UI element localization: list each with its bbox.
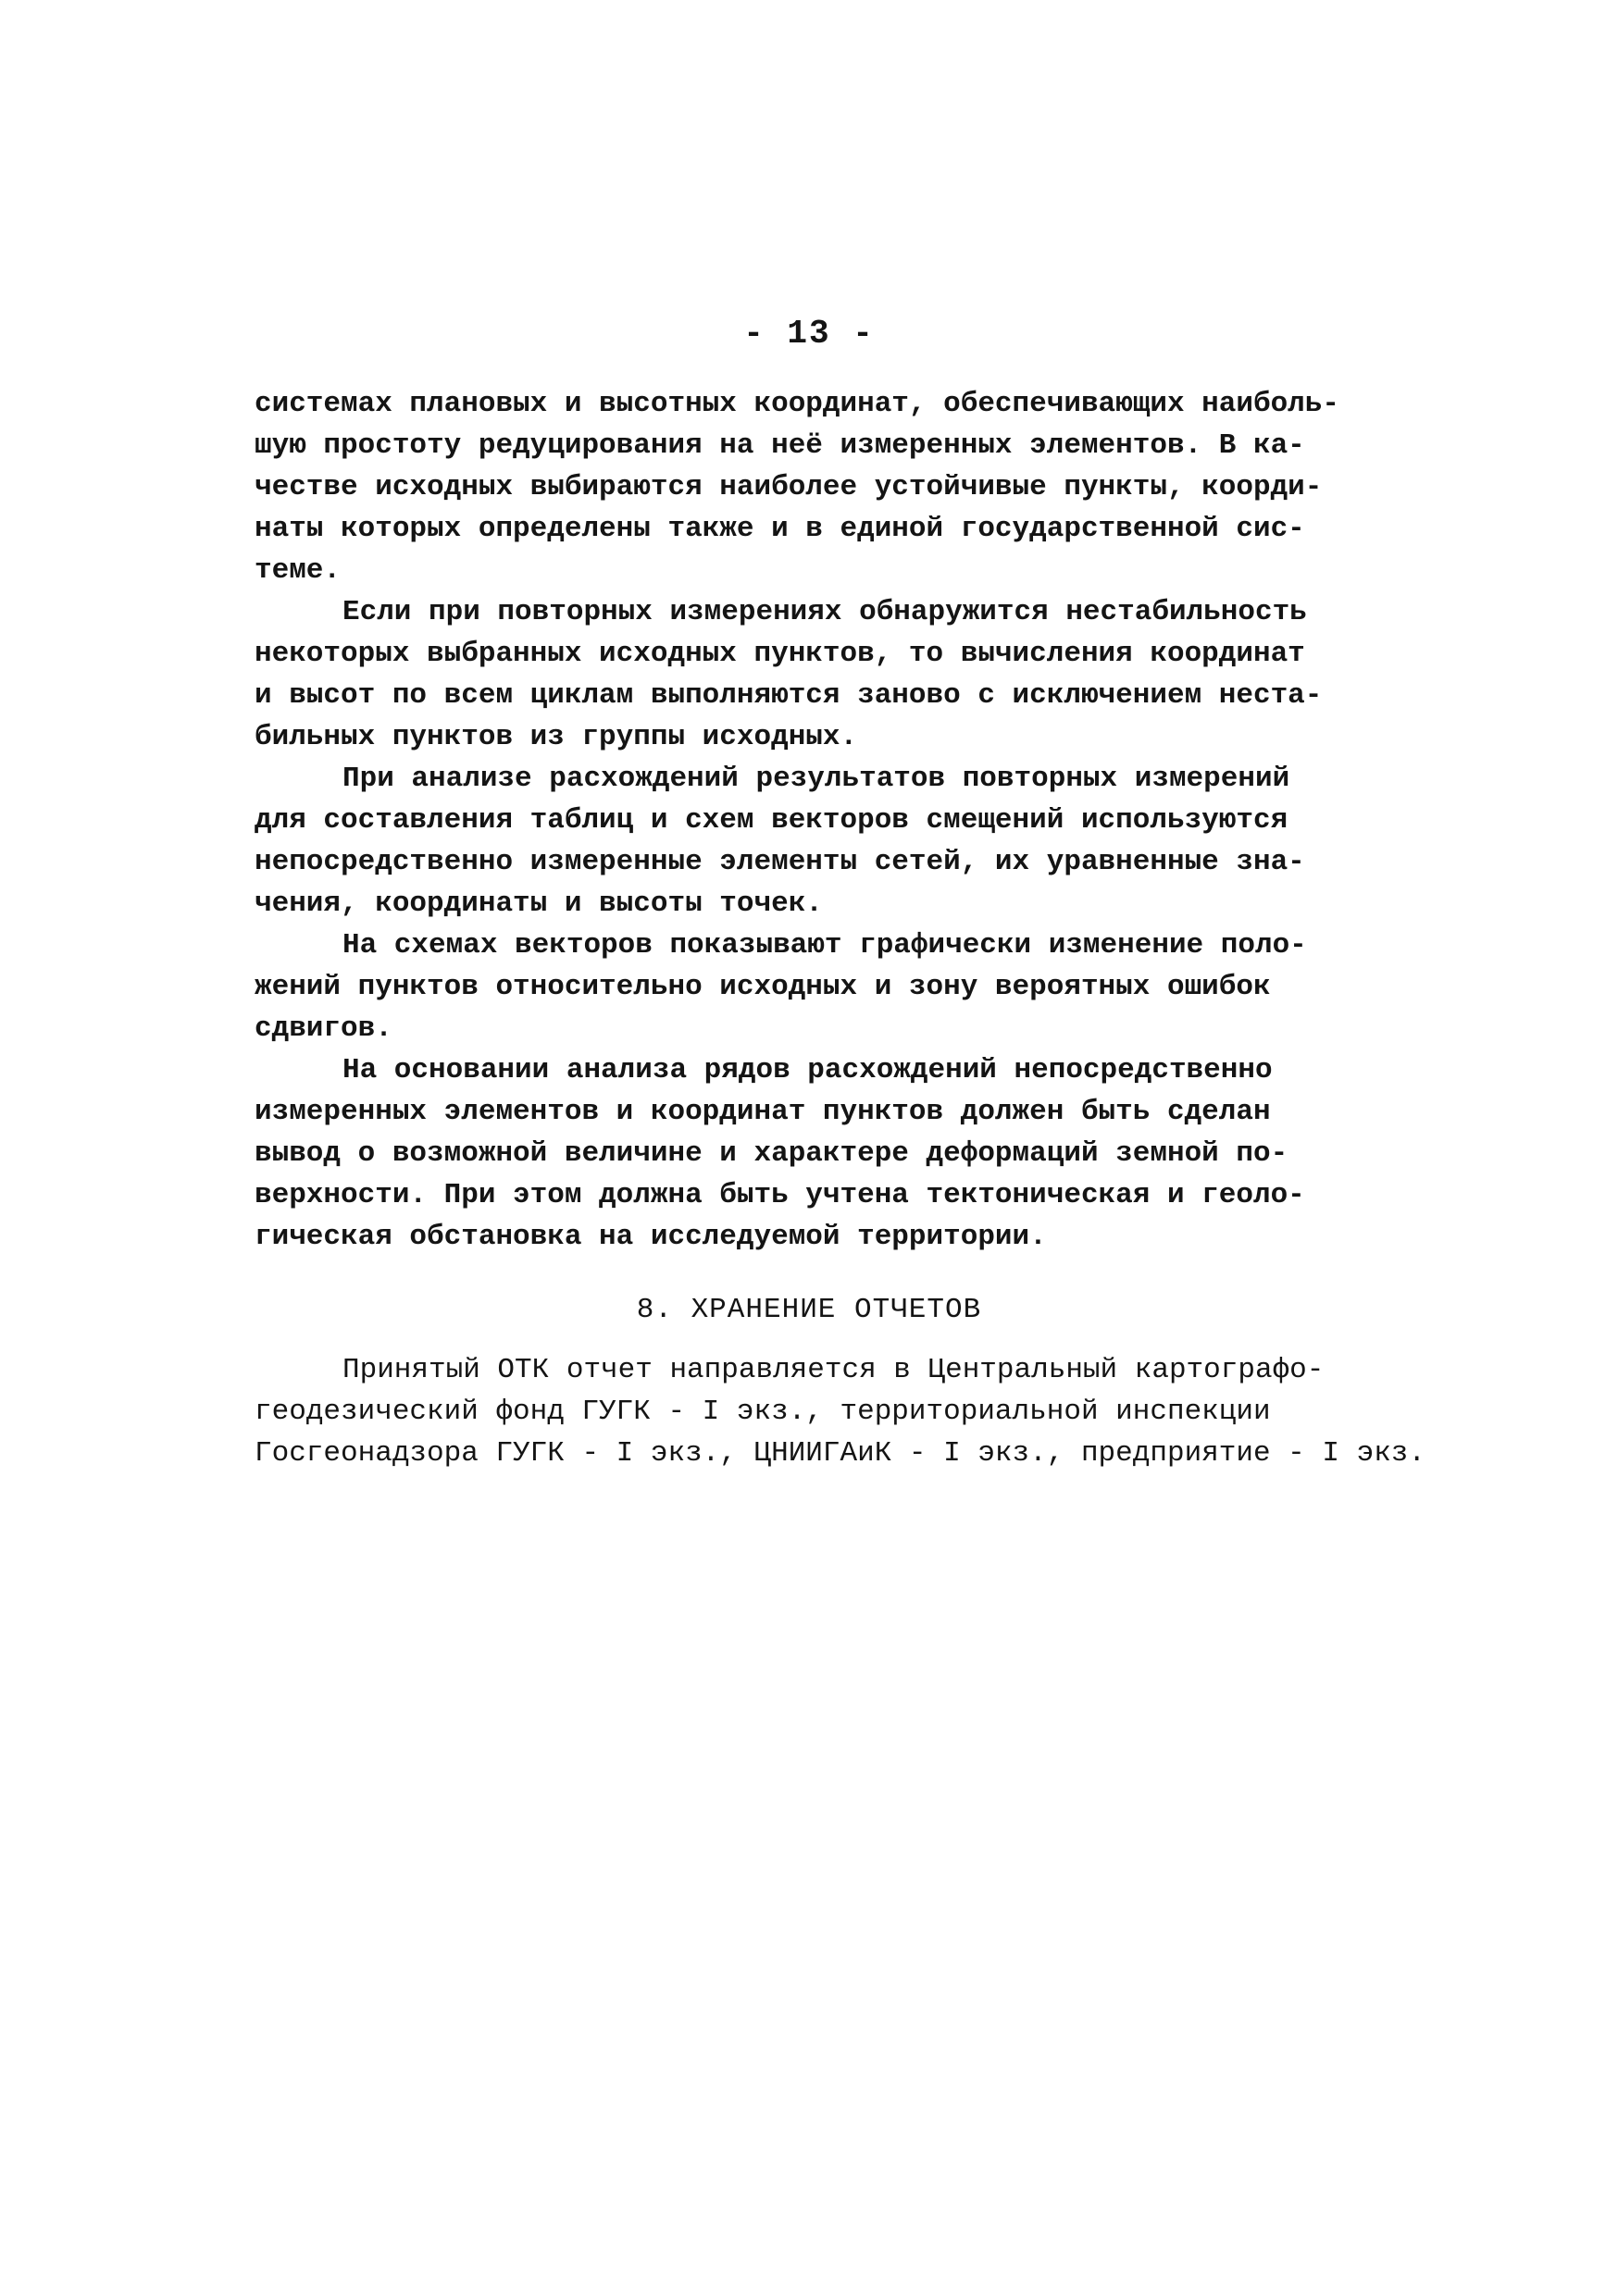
body-line: честве исходных выбираются наиболее устойчивые пункты, коорди- [255, 471, 1323, 503]
section-line: геодезический фонд ГУГК - I экз., территориальной инспекции [255, 1396, 1271, 1428]
body-line: измеренных элементов и координат пунктов должен быть сделан [255, 1096, 1271, 1128]
body-line: На основании анализа рядов расхождений непосредственно [342, 1054, 1273, 1086]
body-line: наты которых определены также и в единой государственной сис- [255, 513, 1305, 545]
body-line: шую простоту редуцирования на неё измеренных элементов. В ка- [255, 429, 1305, 462]
body-line: вывод о возможной величине и характере деформаций земной по- [255, 1137, 1288, 1170]
body-line: На схемах векторов показывают графически изменение поло- [342, 929, 1307, 962]
body-line: чения, координаты и высоты точек. [255, 887, 823, 920]
body-line: системах плановых и высотных координат, обеспечивающих наиболь- [255, 388, 1339, 420]
section-heading: 8. ХРАНЕНИЕ ОТЧЕТОВ [636, 1294, 982, 1326]
body-line: При анализе расхождений результатов повторных измерений [342, 763, 1290, 795]
body-line: сдвигов. [255, 1012, 392, 1045]
body-line: бильных пунктов из группы исходных. [255, 721, 858, 753]
body-line: и высот по всем циклам выполняются заново с исключением неста- [255, 679, 1323, 712]
body-line: Если при повторных измерениях обнаружится нестабильность [342, 596, 1307, 628]
section-line: Принятый ОТК отчет направляется в Центральный картографо- [342, 1354, 1325, 1386]
body-line: жений пунктов относительно исходных и зону вероятных ошибок [255, 971, 1271, 1003]
section-line: Госгеонадзора ГУГК - I экз., ЦНИИГАиК - I экз., предприятие - I экз. [255, 1437, 1426, 1470]
body-line: некоторых выбранных исходных пунктов, то вычисления координат [255, 638, 1305, 670]
body-line: верхности. При этом должна быть учтена тектоническая и геоло- [255, 1179, 1305, 1211]
body-text [255, 383, 1384, 1258]
page-number: - 13 - [743, 315, 875, 353]
body-line: гическая обстановка на исследуемой территории. [255, 1221, 1047, 1253]
body-line: теме. [255, 554, 342, 587]
section-text [255, 1349, 1426, 1474]
body-line: непосредственно измеренные элементы сетей, их уравненные зна- [255, 846, 1305, 878]
body-line: для составления таблиц и схем векторов смещений используются [255, 804, 1288, 837]
